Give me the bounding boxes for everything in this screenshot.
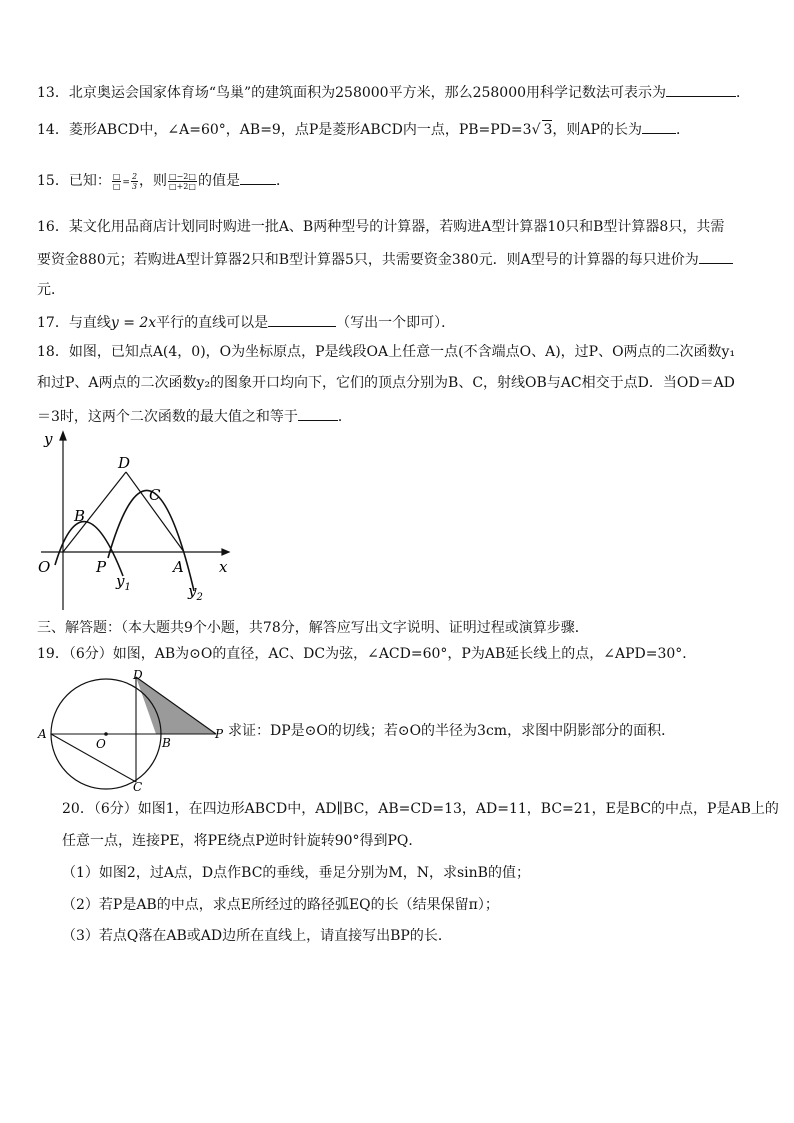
question-20-part-1: （1）如图2，过A点，D点作BC的垂线，垂足分别为M，N，求sinB的值； [62, 865, 530, 881]
y-axis-arrow [60, 432, 66, 440]
question-20-line-2: 任意一点，连接PE，将PE绕点P逆时针旋转90°得到PQ． [62, 833, 423, 849]
question-15 [37, 170, 290, 192]
question-14 [37, 119, 690, 139]
fig19-label-d: D [133, 668, 143, 682]
q15-equals: = [122, 178, 130, 188]
fig18-label-o: O [38, 558, 51, 576]
fig18-label-p: P [96, 558, 107, 576]
q17-text: 17．与直线 [37, 315, 111, 331]
q13-period: ． [736, 85, 751, 101]
q15-fraction-2 [131, 172, 138, 191]
question-16-line-3: 元． [37, 282, 65, 298]
question-18-line-1: 18．如图，已知点A(4，0)，O为坐标原点，P是线段OA上任意一点(不含端点O、A)，过P、O两点的二次函数y₁ [37, 344, 736, 360]
question-19-line-1: 19．（6分）如图，AB为⊙O的直径，AC、DC为弦，∠ACD=60°，P为AB延长线上的点，∠APD=30°． [37, 646, 697, 662]
fig18-label-y2: $y_2$ [188, 582, 203, 603]
figure-18-parabolas [36, 428, 236, 614]
q15-period: ． [275, 173, 290, 189]
q15-fraction-3 [168, 172, 197, 191]
q16-answer-blank[interactable] [699, 249, 733, 264]
fig18-label-x: x [219, 558, 228, 576]
fig18-label-a: A [173, 558, 184, 576]
q17-answer-blank[interactable] [268, 312, 336, 327]
q13-text: 13．北京奥运会国家体育场“鸟巢”的建筑面积为258000平方米，那么258000用科学记数法可表示为 [37, 85, 667, 101]
question-16-line-2 [37, 249, 733, 269]
section-3-heading: 三、解答题：（本大题共9个小题，共78分，解答应写出文字说明、证明过程或演算步骤． [37, 620, 589, 636]
sqrt-symbol: √ [531, 122, 541, 138]
q13-answer-blank[interactable] [666, 82, 736, 97]
fig19-label-b: B [162, 736, 171, 750]
x-axis-arrow [222, 549, 229, 555]
fig19-label-p: P [215, 727, 224, 741]
chord-ac [51, 734, 136, 782]
fig18-label-d: D [118, 454, 131, 472]
frac3-numerator: □−2□ [169, 171, 196, 181]
segment-ad [126, 472, 184, 552]
center-point [104, 732, 108, 736]
q14-text-b: ，则AP的长为 [552, 122, 642, 138]
q15-fraction-1 [112, 172, 122, 191]
q14-period: ． [675, 122, 690, 138]
q15-text: 15．已知： [37, 173, 111, 189]
frac1-denominator: □ [112, 181, 121, 191]
q18-text-3: ＝3时，这两个二次函数的最大值之和等于 [37, 409, 298, 425]
fig18-label-y1: $y_1$ [116, 572, 131, 593]
fig19-label-a: A [38, 727, 47, 741]
question-18-line-2: 和过P、A两点的二次函数y₂的图象开口均向下，它们的顶点分别为B、C，射线OB与AC相交于点D．当OD＝AD [37, 375, 735, 391]
q17-text-b: 平行的直线可以是 [156, 315, 269, 331]
q14-answer-blank[interactable] [642, 119, 676, 134]
fig19-label-o: O [96, 737, 106, 751]
q18-period: ． [337, 409, 352, 425]
q14-text: 14．菱形ABCD中，∠A=60°，AB=9，点P是菱形ABCD内一点，PB=PD=3 [37, 122, 532, 138]
frac3-denominator: □+2□ [169, 181, 196, 191]
frac2-denominator: 3 [131, 181, 138, 191]
figure-19-circle [36, 664, 222, 794]
question-17 [37, 312, 455, 332]
frac1-numerator: □ [112, 171, 121, 181]
q18-answer-blank[interactable] [298, 406, 338, 421]
fig18-label-c: C [149, 486, 161, 504]
q14-sqrt-value: 3 [543, 122, 553, 138]
q15-text-c: 的值是 [197, 173, 240, 189]
q17-text-c: （写出一个即可）． [336, 315, 456, 331]
question-16-line-1: 16．某文化用品商店计划同时购进一批A、B两种型号的计算器，若购进A型计算器10只和B型计算器8只，共需 [37, 219, 725, 235]
q15-answer-blank[interactable] [240, 170, 276, 185]
fig19-label-c: C [133, 780, 143, 794]
ray-ob-od [63, 472, 126, 552]
question-13 [37, 82, 750, 102]
question-20-part-3: （3）若点Q落在AB或AD边所在直线上，请直接写出BP的长． [62, 928, 452, 944]
fig18-label-y: y [44, 430, 53, 448]
fig18-label-b: B [74, 507, 86, 525]
question-19-line-2: 求证：DP是⊙O的切线；若⊙O的半径为3cm，求图中阴影部分的面积． [228, 723, 676, 739]
q17-formula: y = 2x [110, 315, 157, 331]
q15-text-b: ，则 [139, 173, 168, 189]
frac2-numerator: 2 [131, 171, 138, 181]
question-18-line-3 [37, 406, 352, 426]
question-20-part-2: （2）若P是AB的中点，求点E所经过的路径弧EQ的长（结果保留π）； [62, 897, 499, 913]
question-20-line-1: 20．（6分）如图1，在四边形ABCD中，AD∥BC，AB=CD=13，AD=11，BC=21，E是BC的中点，P是AB上的 [62, 801, 779, 817]
q16-text-2: 要资金880元；若购进A型计算器2只和B型计算器5只，共需要资金380元．则A型号的计算器的每只进价为 [37, 252, 699, 268]
